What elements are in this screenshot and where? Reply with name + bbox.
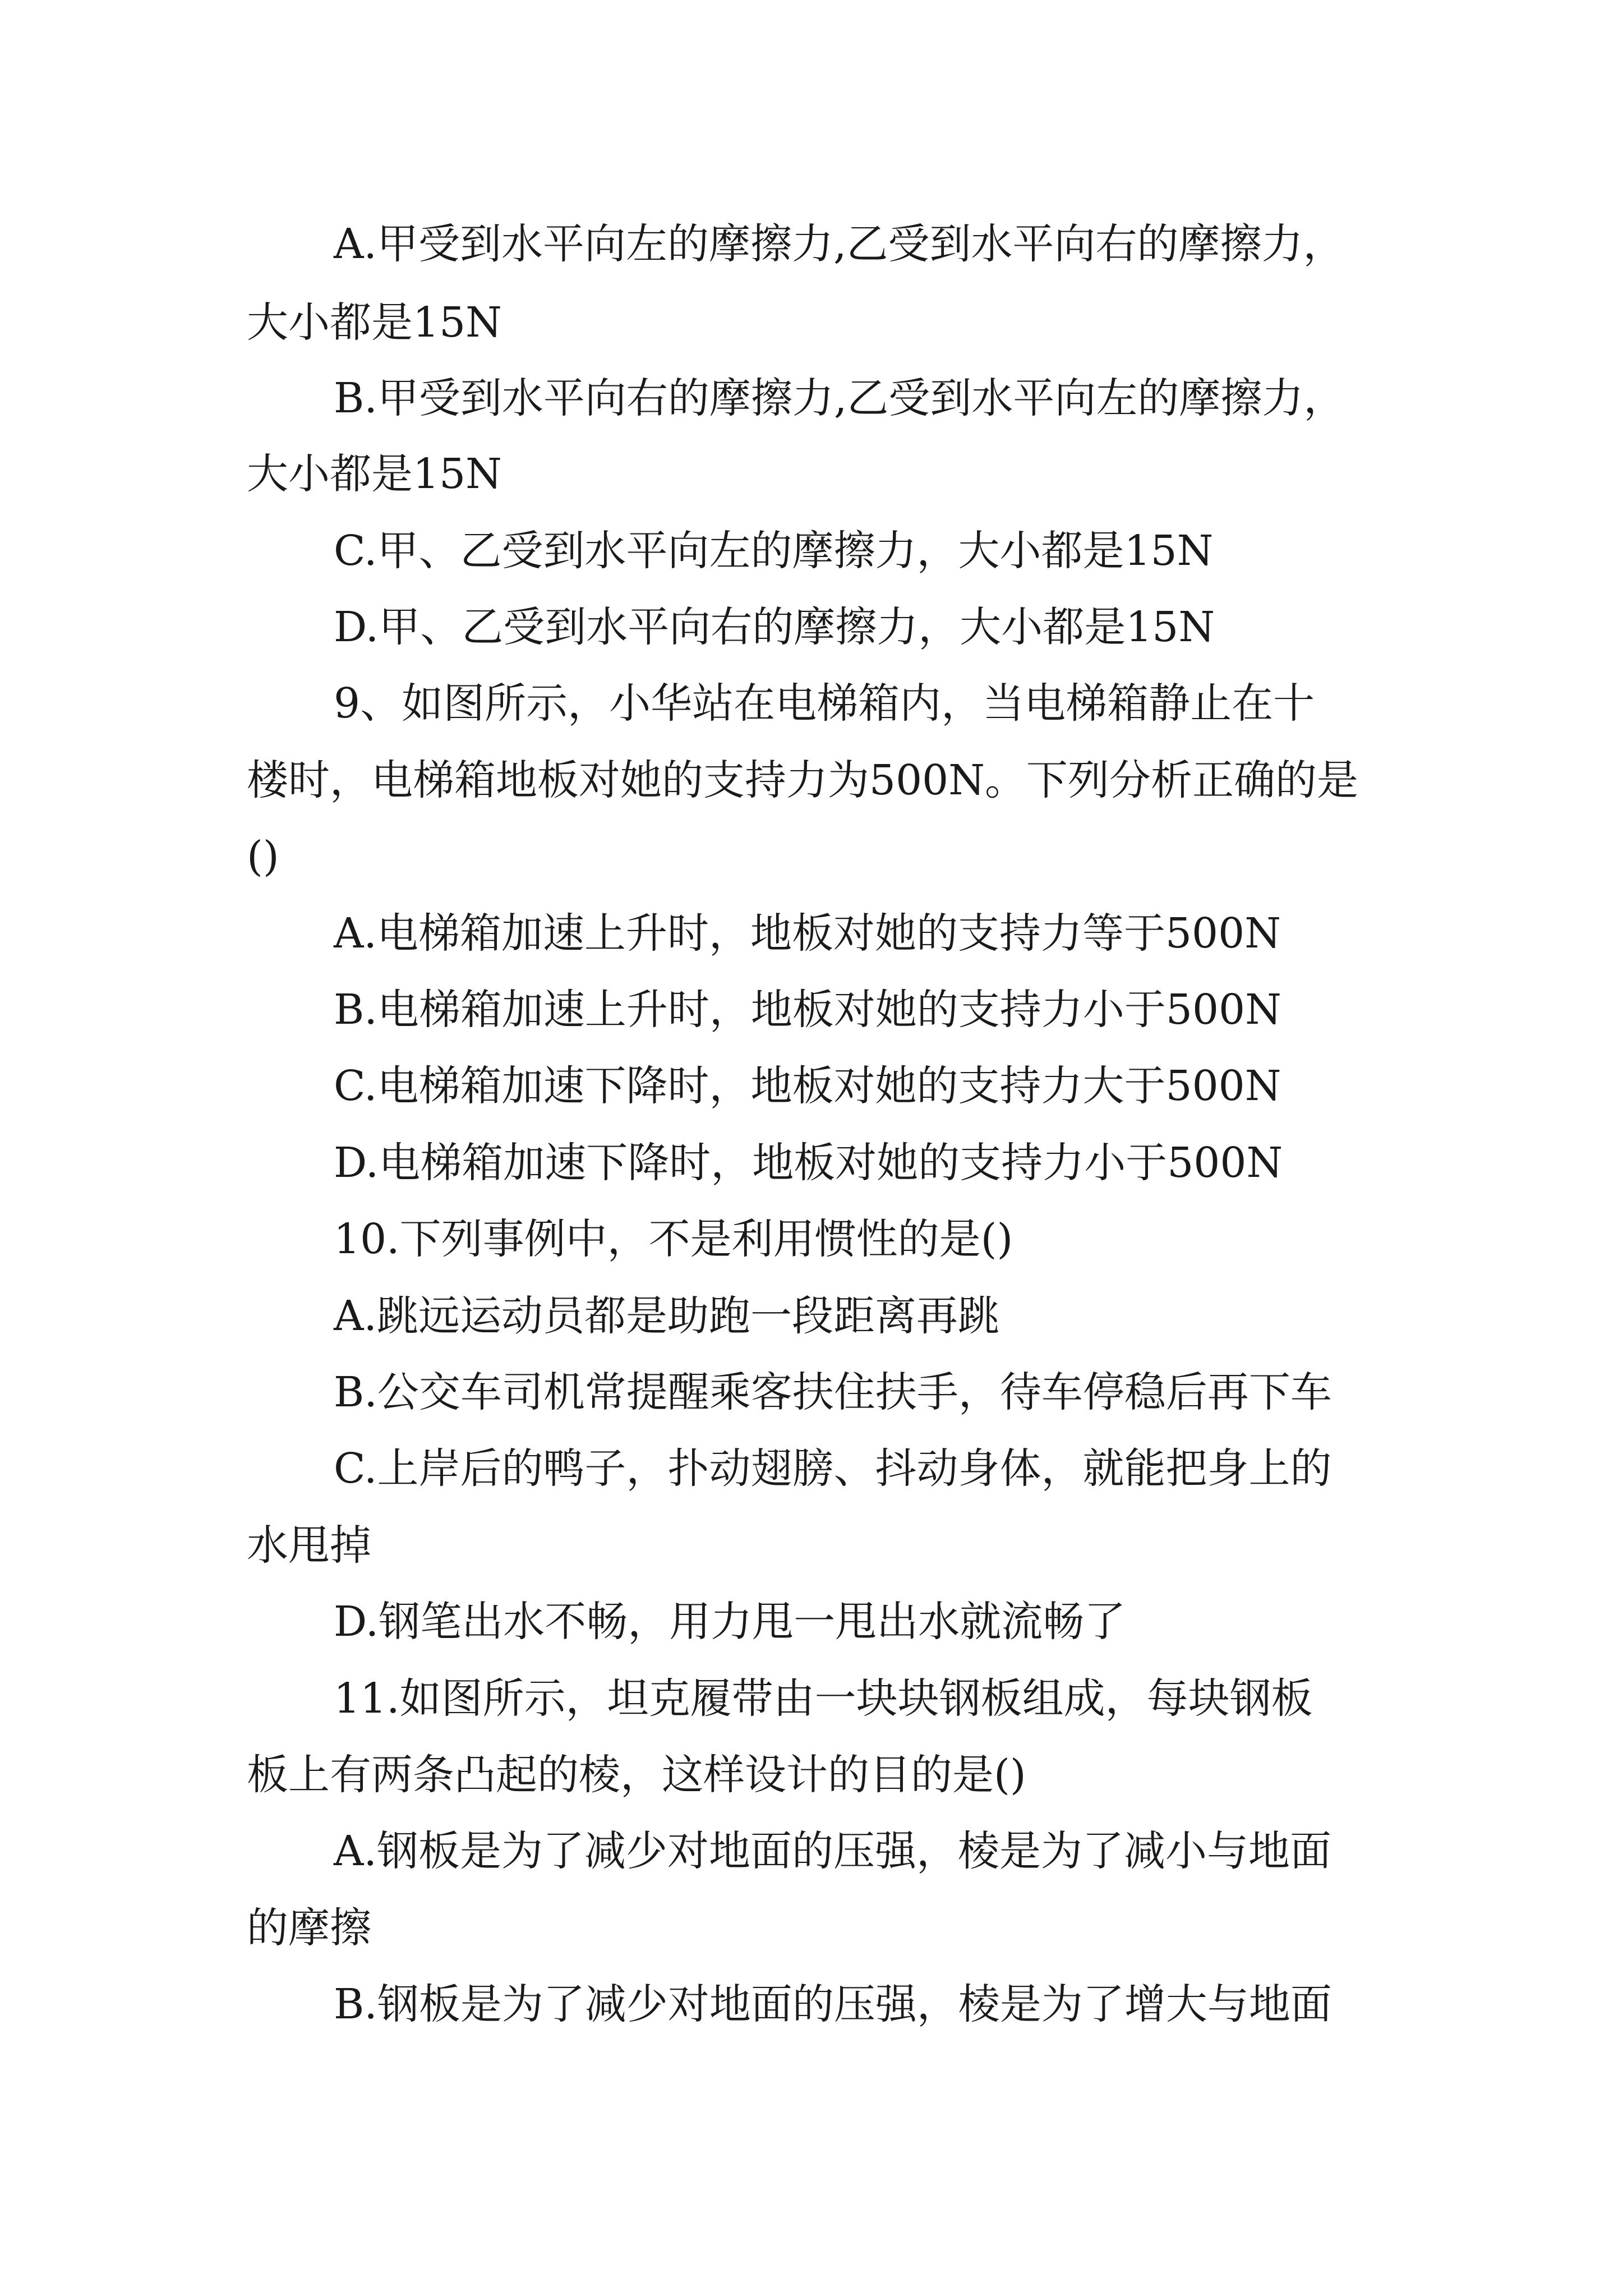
option-10a: A.跳远运动员都是助跑一段距离再跳	[334, 1292, 999, 1340]
option-9a: A.电梯箱加速上升时，地板对她的支持力等于500N	[334, 909, 1281, 958]
option-9d: D.电梯箱加速下降时，地板对她的支持力小于500N	[334, 1139, 1283, 1187]
option-10c-line1: C.上岸后的鸭子，扑动翅膀、抖动身体，就能把身上的	[334, 1444, 1332, 1493]
option-8a-line2: 大小都是15N	[247, 298, 502, 347]
option-9c: C.电梯箱加速下降时，地板对她的支持力大于500N	[334, 1062, 1281, 1110]
question-11-line2: 板上有两条凸起的棱，这样设计的目的是()	[247, 1751, 1026, 1799]
option-8b-line1: B.甲受到水平向右的摩擦力,乙受到水平向左的摩擦力，	[334, 374, 1345, 422]
option-8b-line2: 大小都是15N	[247, 450, 502, 498]
question-9-line2: 楼时，电梯箱地板对她的支持力为500N。下列分析正确的是	[247, 756, 1358, 804]
option-8d: D.甲、乙受到水平向右的摩擦力，大小都是15N	[334, 603, 1215, 651]
option-8a-line1: A.甲受到水平向左的摩擦力,乙受到水平向右的摩擦力，	[334, 220, 1345, 268]
question-11-line1: 11.如图所示，坦克履带由一块块钢板组成，每块钢板	[334, 1674, 1313, 1723]
question-10: 10.下列事例中，不是利用惯性的是()	[334, 1215, 1013, 1263]
option-10c-line2: 水甩掉	[247, 1521, 371, 1570]
option-11a-line2: 的摩擦	[247, 1904, 371, 1952]
question-9-line1: 9、如图所示，小华站在电梯箱内，当电梯箱静止在十	[334, 679, 1315, 728]
option-10b: B.公交车司机常提醒乘客扶住扶手，待车停稳后再下车	[334, 1368, 1332, 1416]
option-8c: C.甲、乙受到水平向左的摩擦力，大小都是15N	[334, 527, 1214, 575]
question-9-line3: ()	[247, 832, 279, 881]
option-11a-line1: A.钢板是为了减少对地面的压强，棱是为了减小与地面	[334, 1827, 1331, 1875]
option-10d: D.钢笔出水不畅，用力甩一甩出水就流畅了	[334, 1598, 1126, 1646]
option-9b: B.电梯箱加速上升时，地板对她的支持力小于500N	[334, 986, 1281, 1034]
option-11b-line1: B.钢板是为了减少对地面的压强，棱是为了增大与地面	[334, 1980, 1332, 2028]
